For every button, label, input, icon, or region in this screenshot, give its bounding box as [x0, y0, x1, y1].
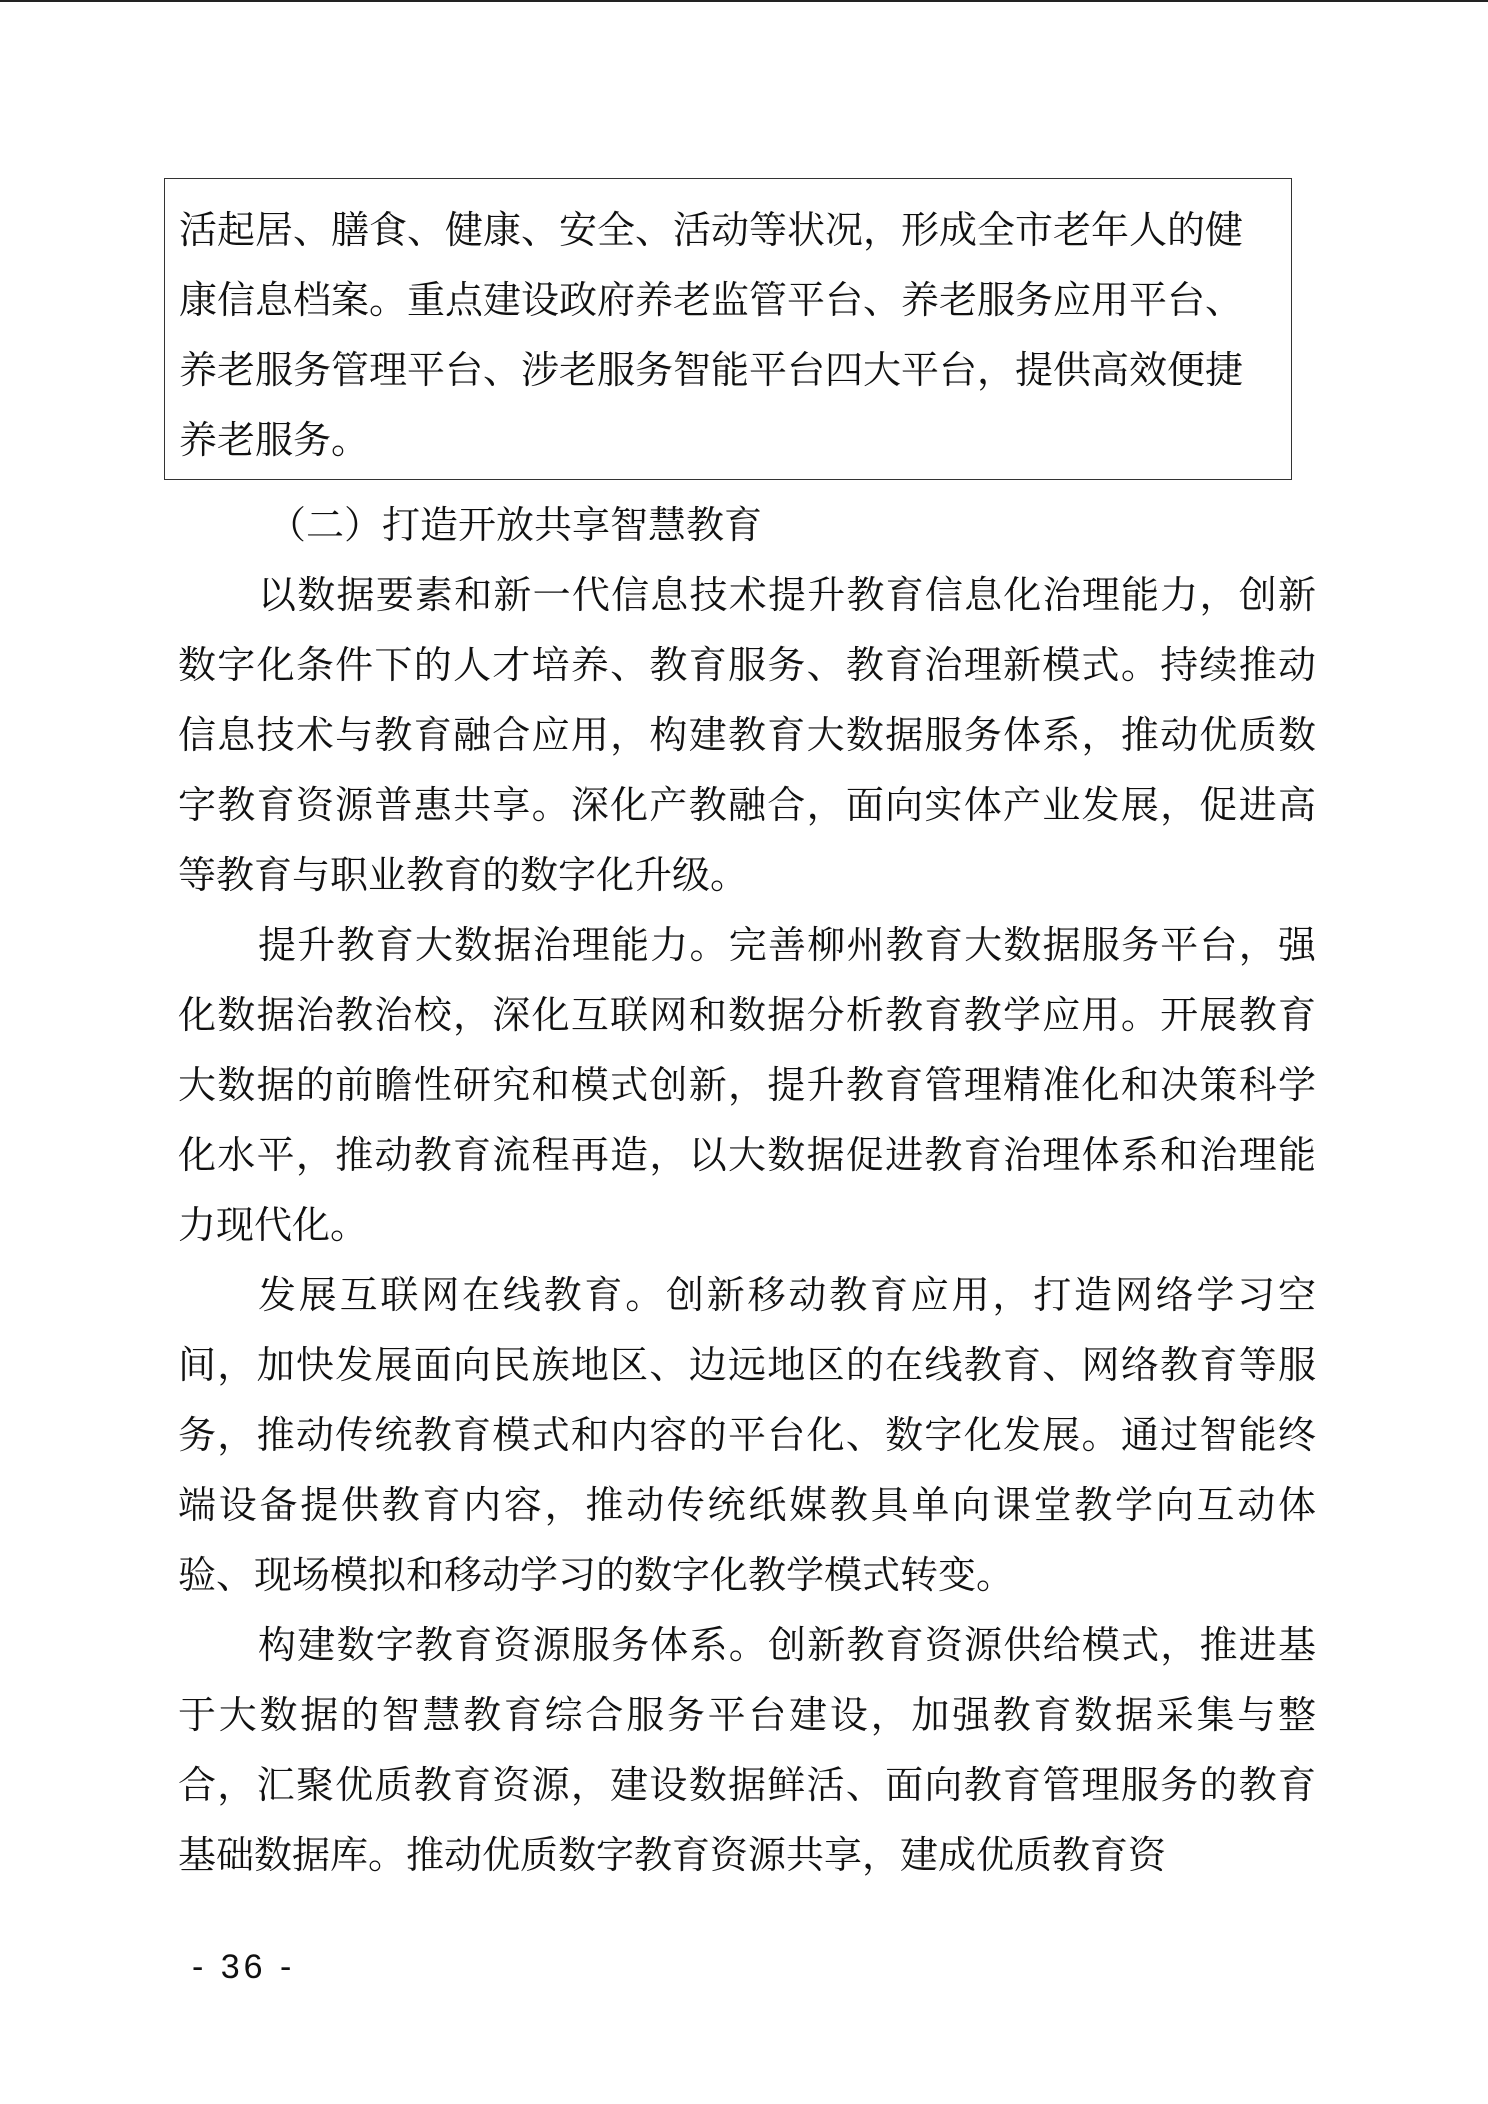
body-paragraph: 发展互联网在线教育。创新移动教育应用，打造网络学习空间，加快发展面向民族地区、边远地区的在线教育、网络教育等服务，推动传统教育模式和内容的平台化、数字化发展。通过智能终端设备提供教育内容，推动传统纸媒教具单向课堂教学向互动体验、现场模拟和移动学习的数字化教学模式转变。: [178, 1273, 1316, 1597]
boxed-text-frame: [164, 178, 1292, 480]
document-page: [178, 178, 1316, 1890]
body-paragraph: 以数据要素和新一代信息技术提升教育信息化治理能力，创新数字化条件下的人才培养、教育服务、教育治理新模式。持续推动信息技术与教育融合应用，构建教育大数据服务体系，推动优质数字教育资源普惠共享。深化产教融合，面向实体产业发展，促进高等教育与职业教育的数字化升级。: [178, 573, 1316, 897]
boxed-text-line: 康信息档案。重点建设政府养老监管平台、养老服务应用平台、: [179, 278, 1244, 322]
boxed-text-line: 养老服务。: [179, 418, 370, 462]
body-paragraph: 构建数字教育资源服务体系。创新教育资源供给模式，推进基于大数据的智慧教育综合服务平台建设，加强教育数据采集与整合，汇聚优质教育资源，建设数据鲜活、面向教育管理服务的教育基础数据库。推动优质数字教育资源共享，建成优质教育资: [178, 1623, 1316, 1877]
boxed-text-line: 养老服务管理平台、涉老服务智能平台四大平台，提供高效便捷: [179, 348, 1244, 392]
page-number: - 36 -: [192, 1948, 296, 1986]
section-heading: （二）打造开放共享智慧教育: [268, 503, 763, 547]
top-border-line: [0, 0, 1488, 2]
body-paragraph: 提升教育大数据治理能力。完善柳州教育大数据服务平台，强化数据治教治校，深化互联网和数据分析教育教学应用。开展教育大数据的前瞻性研究和模式创新，提升教育管理精准化和决策科学化水平，推动教育流程再造，以大数据促进教育治理体系和治理能力现代化。: [178, 923, 1316, 1247]
boxed-text-line: 活起居、膳食、健康、安全、活动等状况，形成全市老年人的健: [179, 208, 1244, 252]
